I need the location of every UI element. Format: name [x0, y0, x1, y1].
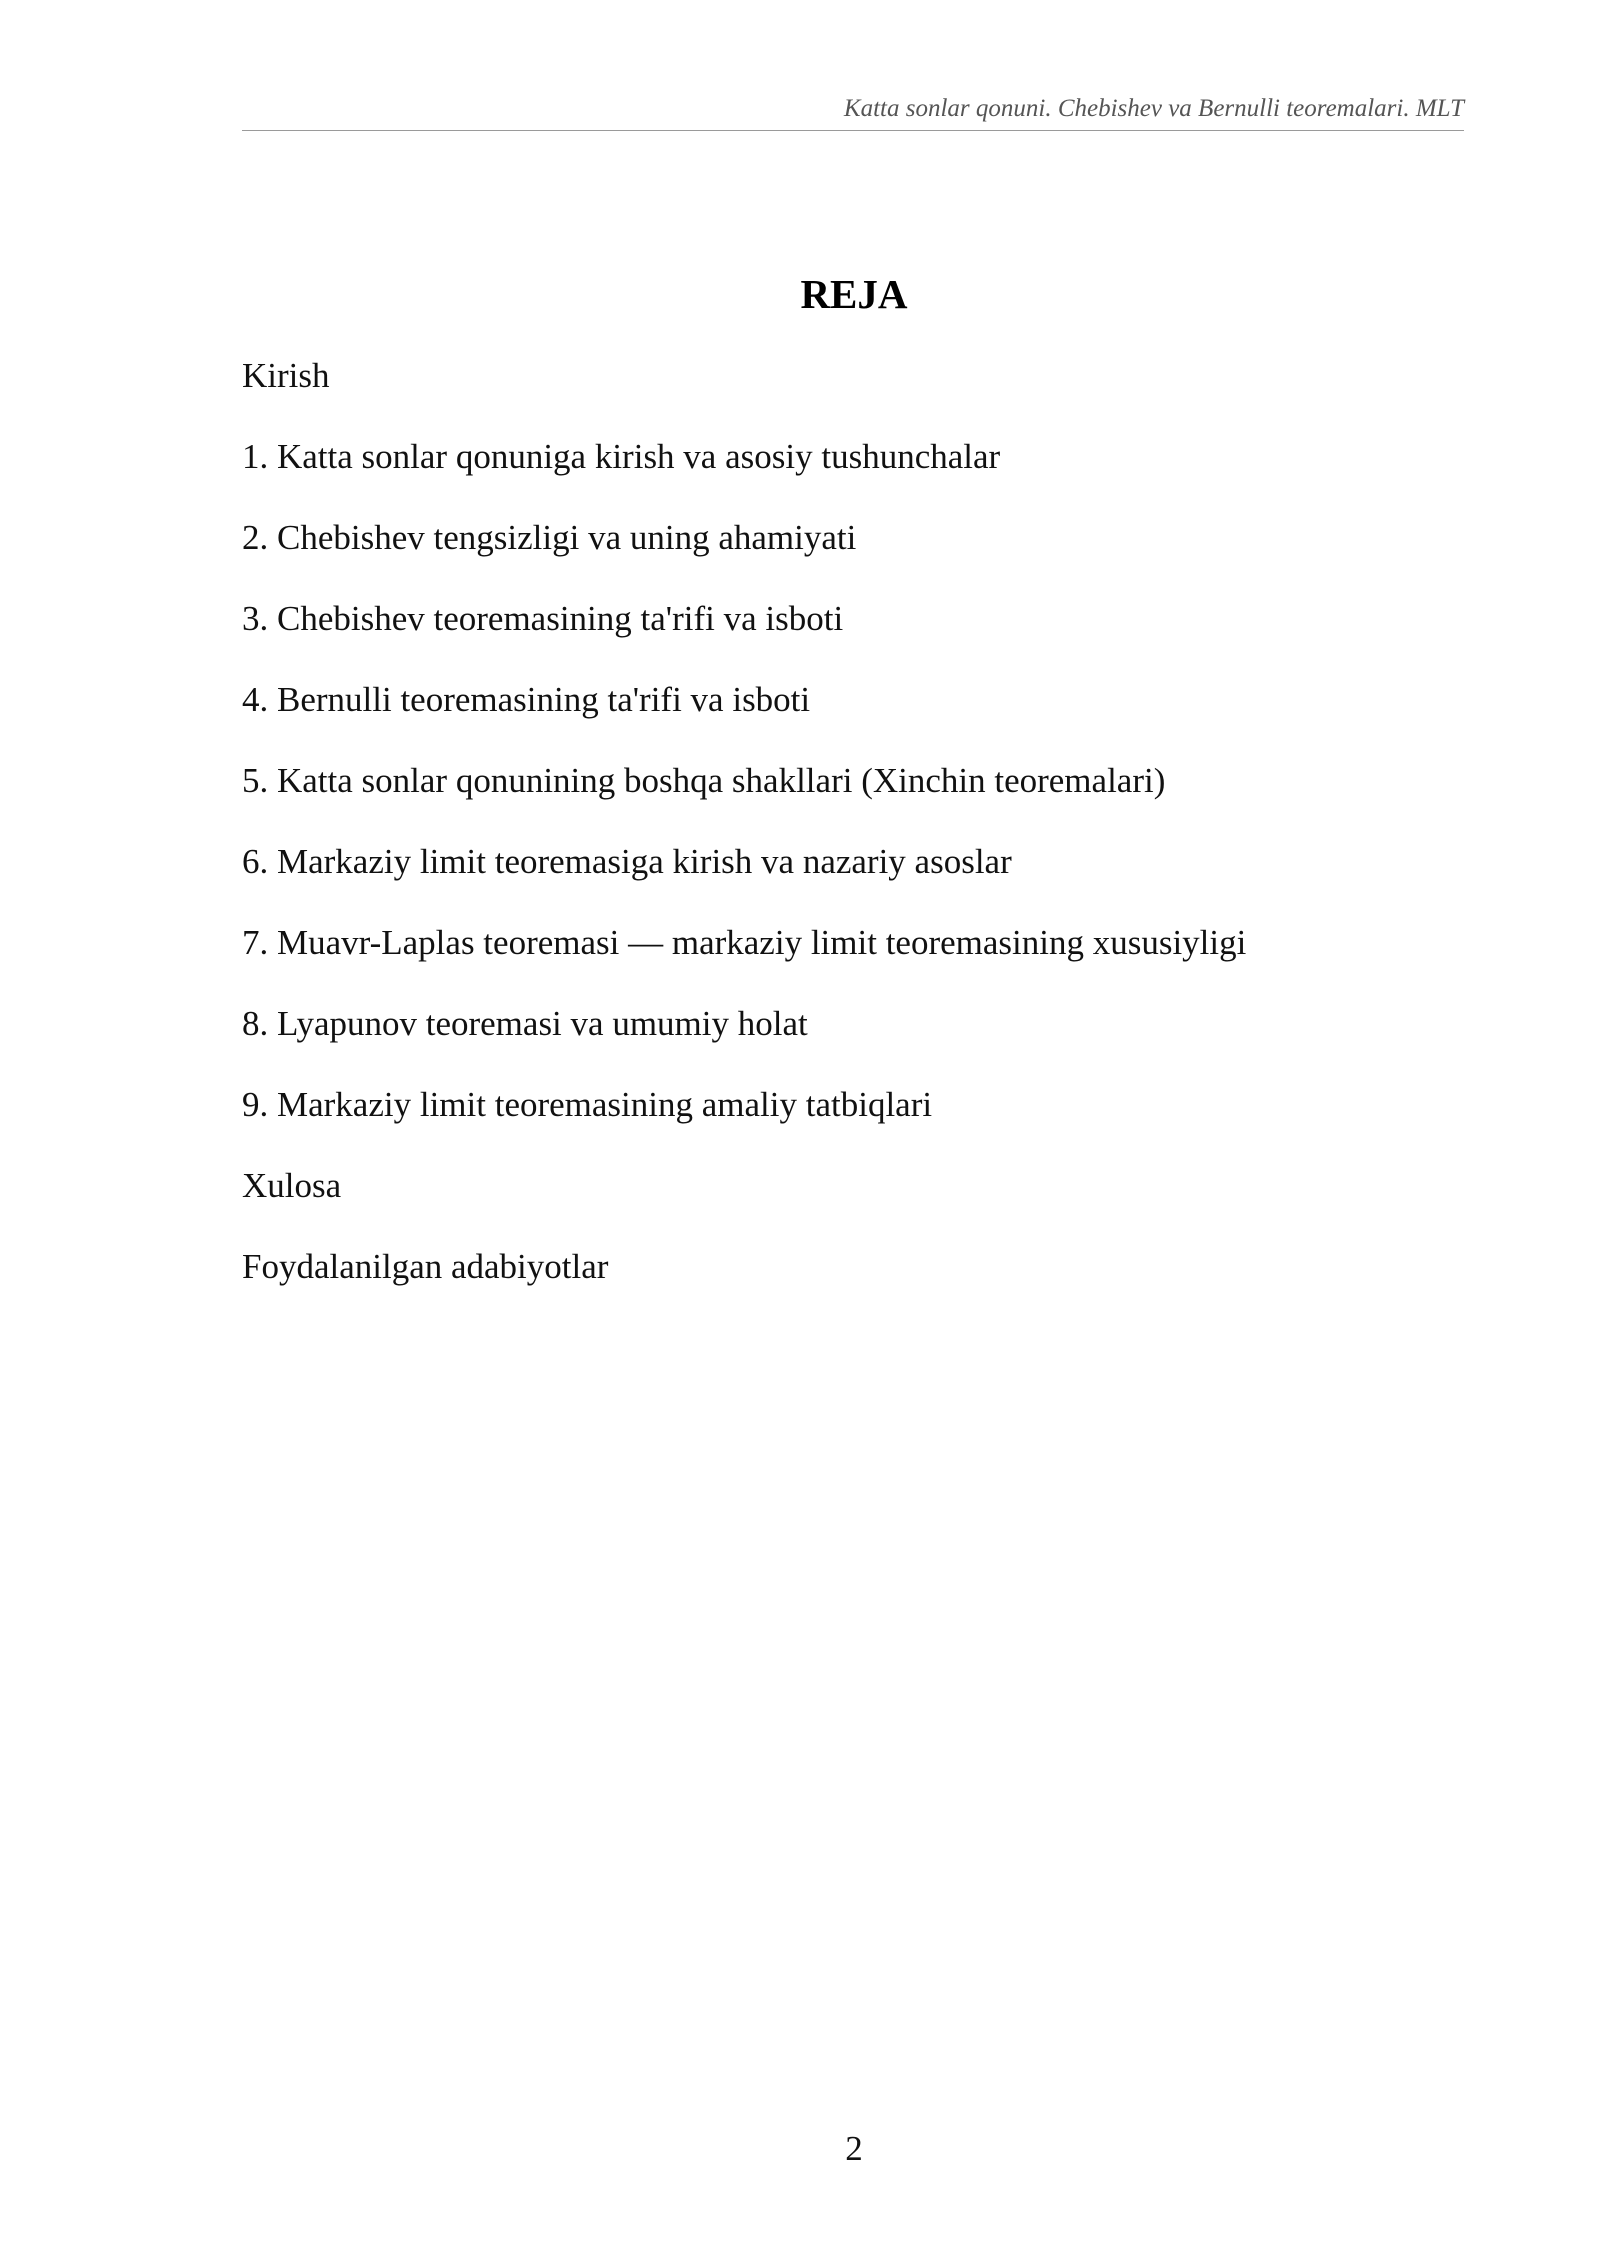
plan-item-4: 4. Bernulli teoremasining ta'rifi va isboti [242, 680, 811, 719]
plan-item-conclusion: Xulosa [242, 1166, 342, 1205]
plan-item-7: 7. Muavr-Laplas teoremasi — markaziy limit teoremasining xususiyligi [242, 923, 1247, 962]
plan-item-2: 2. Chebishev tengsizligi va uning ahamiyati [242, 518, 857, 557]
plan-item-6: 6. Markaziy limit teoremasiga kirish va nazariy asoslar [242, 842, 1012, 881]
plan-item-3: 3. Chebishev teoremasining ta'rifi va isboti [242, 599, 844, 638]
plan-item-9: 9. Markaziy limit teoremasining amaliy tatbiqlari [242, 1085, 933, 1124]
page-number: 2 [845, 2129, 863, 2168]
plan-item-references: Foydalanilgan adabiyotlar [242, 1247, 609, 1286]
plan-item-1: 1. Katta sonlar qonuniga kirish va asosiy tushunchalar [242, 437, 1001, 476]
plan-title: REJA [800, 271, 908, 317]
plan-item-intro: Kirish [242, 356, 330, 395]
plan-item-8: 8. Lyapunov teoremasi va umumiy holat [242, 1004, 808, 1043]
plan-item-5: 5. Katta sonlar qonunining boshqa shakllari (Xinchin teoremalari) [242, 761, 1166, 800]
plan-list [242, 355, 1246, 1327]
running-header: Katta sonlar qonuni. Chebishev va Bernulli teoremalari. MLT [242, 92, 1464, 131]
